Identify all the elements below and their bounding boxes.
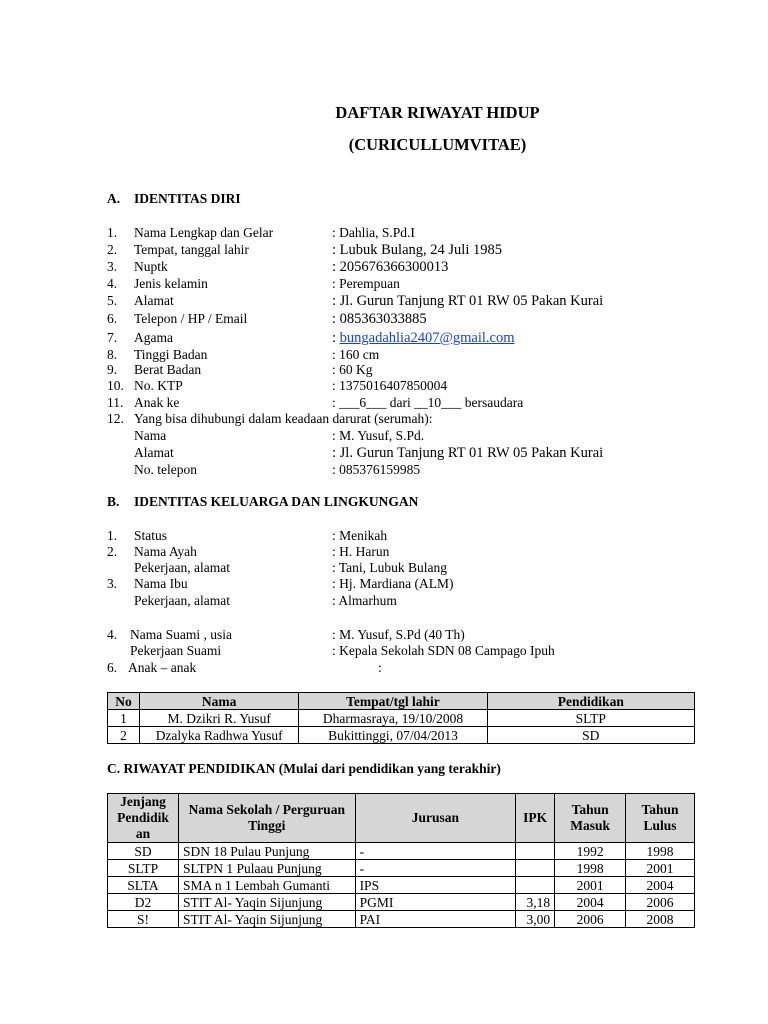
table-cell: PAI	[355, 911, 516, 928]
section-b-number: B.	[107, 494, 120, 509]
family-value-status: : Menikah	[332, 528, 388, 543]
table-row	[108, 860, 695, 877]
table-cell: PGMI	[355, 894, 516, 911]
header-line: Jenjang	[120, 794, 166, 809]
table-cell: Dharmasraya, 19/10/2008	[299, 710, 487, 727]
item-label-alamat: Alamat	[134, 293, 174, 308]
table-row	[108, 911, 695, 928]
emergency-value-alamat: : Jl. Gurun Tanjung RT 01 RW 05 Pakan Kurai	[332, 445, 604, 461]
column-header-lulus	[626, 794, 695, 843]
item-value-ktp: : 1375016407850004	[332, 378, 448, 393]
item-label-gender: Jenis kelamin	[134, 276, 208, 291]
table-cell	[516, 843, 555, 860]
item-number: 2.	[107, 544, 118, 559]
table-cell: S!	[108, 911, 179, 928]
item-label-nama: Nama Lengkap dan Gelar	[134, 225, 274, 240]
item-number: 12.	[107, 411, 124, 426]
item-number: 3.	[107, 576, 118, 591]
family-label-status: Status	[134, 528, 168, 543]
item-number: 6.	[107, 311, 118, 326]
table-cell: SLTPN 1 Pulaau Punjung	[178, 860, 355, 877]
family-label-pekerjaan-suami: Pekerjaan Suami	[130, 643, 222, 658]
section-a-heading: IDENTITAS DIRI	[134, 191, 241, 206]
table-cell: 1998	[626, 843, 695, 860]
table-row	[108, 843, 695, 860]
table-cell: IPS	[355, 877, 516, 894]
table-cell: 1	[108, 710, 140, 727]
column-header-jurusan	[355, 794, 516, 843]
item-number: 3.	[107, 259, 118, 274]
column-header: No	[108, 693, 140, 710]
item-number: 4.	[107, 276, 118, 291]
item-number: 5.	[107, 293, 118, 308]
table-cell: D2	[108, 894, 179, 911]
item-number: 8.	[107, 347, 118, 362]
family-value-pekerjaan-ayah: : Tani, Lubuk Bulang	[332, 560, 448, 575]
column-header-jenjang	[108, 794, 179, 843]
family-label-pekerjaan-ayah: Pekerjaan, alamat	[134, 560, 230, 575]
header-line: Tinggi	[248, 818, 286, 833]
family-value-ibu: : Hj. Mardiana (ALM)	[332, 576, 454, 591]
family-value-pekerjaan-suami: : Kepala Sekolah SDN 08 Campago Ipuh	[332, 643, 555, 658]
item-value-gender: : Perempuan	[332, 276, 400, 291]
header-line: Pendidik	[117, 810, 169, 825]
family-label-anak: Anak – anak	[128, 660, 197, 675]
header-line: an	[135, 826, 151, 841]
item-number: 2.	[107, 242, 118, 257]
table-cell: M. Dzikri R. Yusuf	[140, 710, 299, 727]
table-cell: 1992	[555, 843, 626, 860]
emergency-label-alamat: Alamat	[134, 445, 174, 460]
table-cell: 2	[108, 727, 140, 744]
table-row	[108, 877, 695, 894]
table-cell: 2004	[626, 877, 695, 894]
table-cell: 3,18	[516, 894, 555, 911]
item-label-nuptk: Nuptk	[134, 259, 168, 274]
table-cell	[516, 860, 555, 877]
column-header-ipk	[516, 794, 555, 843]
table-cell: 2008	[626, 911, 695, 928]
item-label-anak-ke: Anak ke	[134, 395, 180, 410]
column-header-sekolah	[178, 794, 355, 843]
education-table	[107, 793, 695, 928]
table-cell: 2001	[555, 877, 626, 894]
header-line: IPK	[523, 810, 548, 825]
item-label-ktp: No. KTP	[134, 378, 183, 393]
section-b-heading: IDENTITAS KELUARGA DAN LINGKUNGAN	[134, 494, 419, 509]
column-header-masuk	[555, 794, 626, 843]
item-label-berat: Berat Badan	[134, 362, 202, 377]
table-cell: SD	[487, 727, 694, 744]
family-label-suami: Nama Suami , usia	[130, 627, 232, 642]
document-subtitle: (CURICULLUMVITAE)	[348, 135, 527, 154]
table-cell: -	[355, 843, 516, 860]
column-header: Nama	[140, 693, 299, 710]
table-cell: SD	[108, 843, 179, 860]
family-label-pekerjaan-ibu: Pekerjaan, alamat	[134, 593, 230, 608]
table-header-row	[108, 794, 695, 843]
table-cell: SLTP	[108, 860, 179, 877]
table-cell: STIT Al- Yaqin Sijunjung	[178, 911, 355, 928]
item-value-anak-ke: : ___6___ dari __10___ bersaudara	[332, 395, 524, 410]
family-label-ibu: Nama Ibu	[134, 576, 188, 591]
table-row	[108, 710, 695, 727]
item-value-tinggi: : 160 cm	[332, 347, 380, 362]
item-label-tinggi: Tinggi Badan	[134, 347, 208, 362]
item-number: 7.	[107, 330, 118, 345]
item-value-agama	[332, 330, 515, 346]
header-line: Tahun	[571, 802, 609, 817]
email-link[interactable]: bungadahlia2407@gmail.com	[339, 330, 515, 346]
table-cell	[516, 877, 555, 894]
item-value-berat: : 60 Kg	[332, 362, 373, 377]
table-cell: 2004	[555, 894, 626, 911]
emergency-label-nama: Nama	[134, 428, 167, 443]
table-cell: Bukittinggi, 07/04/2013	[299, 727, 487, 744]
header-line: Nama Sekolah / Perguruan	[188, 802, 345, 817]
item-value-telepon: : 085363033885	[332, 311, 427, 327]
item-value-nuptk: : 205676366300013	[332, 259, 449, 275]
document-title: DAFTAR RIWAYAT HIDUP	[335, 103, 540, 122]
table-cell: SLTA	[108, 877, 179, 894]
table-cell: SDN 18 Pulau Punjung	[178, 843, 355, 860]
item-number: 11.	[107, 395, 124, 410]
table-cell: 1998	[555, 860, 626, 877]
section-a-number: A.	[107, 191, 121, 206]
header-line: Masuk	[570, 818, 610, 833]
item-number: 6.	[107, 660, 118, 675]
table-cell: Dzalyka Radhwa Yusuf	[140, 727, 299, 744]
table-cell: STIT Al- Yaqin Sijunjung	[178, 894, 355, 911]
column-header: Pendidikan	[487, 693, 694, 710]
item-label-agama: Agama	[134, 330, 173, 345]
table-row	[108, 727, 695, 744]
table-cell: 2006	[555, 911, 626, 928]
item-label-darurat: Yang bisa dihubungi dalam keadaan darurat (serumah):	[134, 411, 433, 426]
header-line: Lulus	[643, 818, 677, 833]
item-value-ttl: : Lubuk Bulang, 24 Juli 1985	[332, 242, 502, 258]
table-cell: 2006	[626, 894, 695, 911]
item-value-alamat: : Jl. Gurun Tanjung RT 01 RW 05 Pakan Kurai	[332, 293, 604, 309]
family-label-ayah: Nama Ayah	[134, 544, 197, 559]
item-number: 1.	[107, 528, 118, 543]
table-cell: 3,00	[516, 911, 555, 928]
table-row	[108, 894, 695, 911]
section-c-heading: C. RIWAYAT PENDIDIKAN (Mulai dari pendidikan yang terakhir)	[107, 761, 501, 776]
header-line: Jurusan	[411, 810, 459, 825]
header-line: Tahun	[641, 802, 679, 817]
emergency-value-nama: : M. Yusuf, S.Pd.	[332, 428, 425, 443]
family-value-pekerjaan-ibu: : Almarhum	[332, 593, 397, 608]
table-cell: 2001	[626, 860, 695, 877]
family-value-anak: :	[378, 660, 382, 675]
column-header: Tempat/tgl lahir	[299, 693, 487, 710]
item-number: 1.	[107, 225, 118, 240]
item-number: 10.	[107, 378, 124, 393]
item-number: 4.	[107, 627, 118, 642]
item-label-ttl: Tempat, tanggal lahir	[134, 242, 249, 257]
table-cell: -	[355, 860, 516, 877]
emergency-value-telepon: : 085376159985	[332, 462, 421, 477]
item-value-nama: : Dahlia, S.Pd.I	[332, 225, 415, 240]
table-cell: SMA n 1 Lembah Gumanti	[178, 877, 355, 894]
family-value-suami: : M. Yusuf, S.Pd (40 Th)	[332, 627, 465, 642]
emergency-label-telepon: No. telepon	[134, 462, 197, 477]
colon: :	[332, 330, 340, 346]
children-table	[107, 692, 695, 744]
item-number: 9.	[107, 362, 118, 377]
table-cell: SLTP	[487, 710, 694, 727]
item-label-telepon: Telepon / HP / Email	[134, 311, 248, 326]
table-header-row	[108, 693, 695, 710]
family-value-ayah: : H. Harun	[332, 544, 390, 559]
